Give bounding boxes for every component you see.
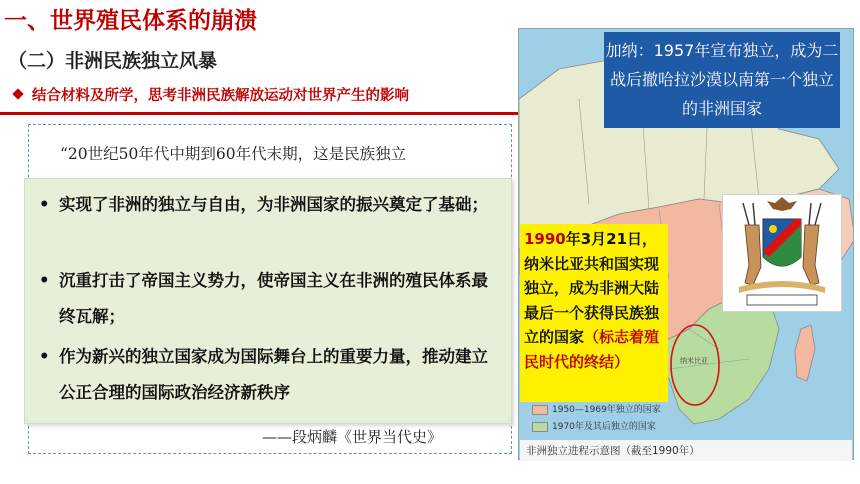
map-legend: [532, 402, 661, 436]
answer-point-text: 沉重打击了帝国主义势力，使帝国主义在非洲的殖民体系最终瓦解；: [59, 271, 488, 326]
namibia-note: [520, 224, 668, 402]
answer-point-text: 作为新兴的独立国家成为国际舞台上的重要力量，推动建立公正合理的国际政治经济新秩序: [59, 347, 488, 402]
namibia-coat-of-arms: [722, 194, 842, 312]
discussion-question: [14, 84, 409, 105]
section-subtitle: （二）非洲民族独立风暴: [8, 50, 218, 72]
bullet-icon: •: [39, 347, 50, 366]
namibia-note-significance: （标志着殖民时代的终结）: [524, 328, 660, 371]
quote-text: “20世纪50年代中期到60年代末期，这是民族独立: [60, 145, 407, 163]
legend-swatch: [532, 405, 548, 415]
page-title: 一、世界殖民体系的崩溃: [4, 8, 257, 34]
ghana-note: 加纳：1957年宣布独立，成为二战后撤哈拉沙漠以南第一个独立的非洲国家: [604, 32, 840, 128]
diamond-bullet-icon: [12, 88, 23, 99]
legend-item: [532, 402, 661, 415]
answer-point-2: [39, 263, 499, 335]
bullet-icon: •: [39, 195, 50, 214]
coat-of-arms-icon: [723, 195, 841, 311]
legend-swatch: [532, 422, 548, 432]
namibia-note-text: 年3月21日，纳米比亚共和国实现独立，成为非洲大陆最后一个获得民族独立的国家: [524, 230, 660, 346]
map-caption: 非洲独立进程示意图（截至1990年）: [520, 440, 852, 461]
legend-label: 1970年及其后独立的国家: [552, 422, 656, 432]
namibia-map-label: 纳米比亚: [680, 357, 708, 365]
legend-item: [532, 419, 661, 432]
answer-point-1: [39, 187, 499, 223]
namibia-year: 1990: [524, 230, 566, 248]
answer-point-text: 实现了非洲的独立与自由，为非洲国家的振兴奠定了基础；: [59, 195, 488, 214]
madagascar-region: [795, 325, 815, 381]
title-divider: [0, 112, 518, 115]
question-text: 结合材料及所学，思考非洲民族解放运动对世界产生的影响: [32, 88, 409, 104]
bullet-icon: •: [39, 271, 50, 290]
answer-point-3: [39, 339, 499, 411]
answer-panel: [24, 178, 512, 424]
quote-source: ——段炳麟《世界当代史》: [262, 428, 443, 446]
legend-label: 1950—1969年独立的国家: [552, 405, 661, 415]
